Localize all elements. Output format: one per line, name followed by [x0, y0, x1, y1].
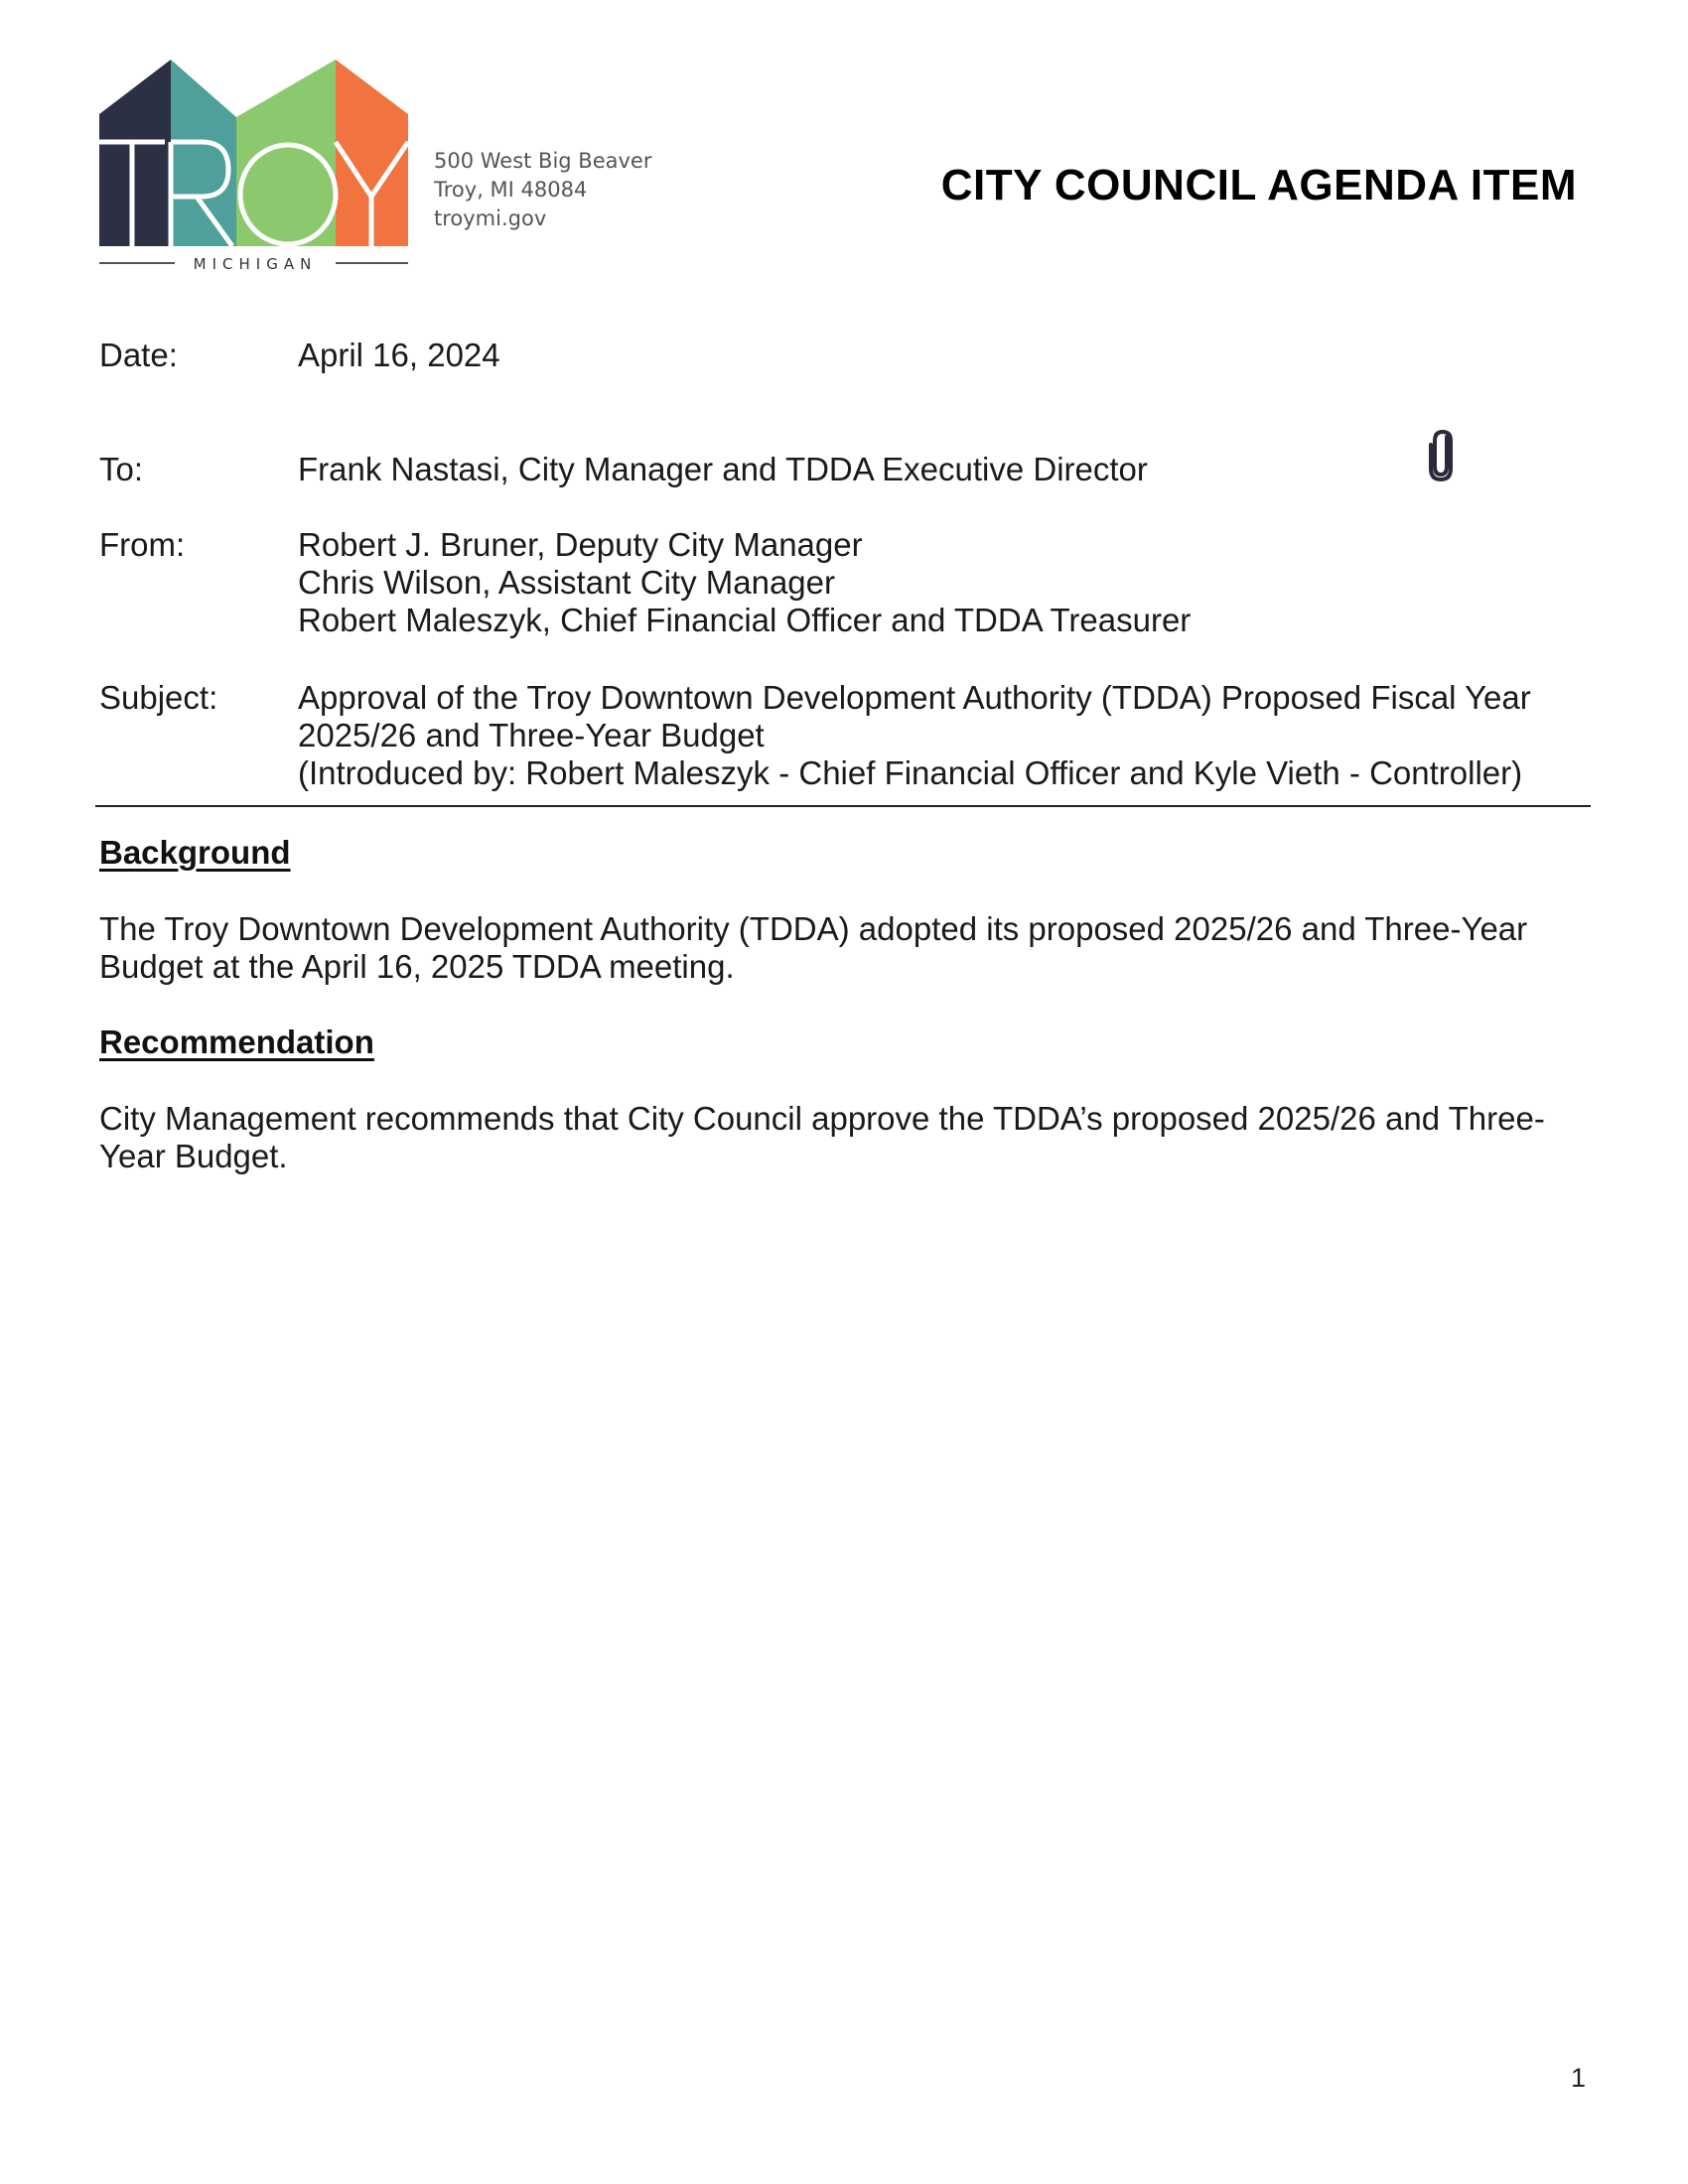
header-divider — [95, 805, 1591, 807]
page-title: CITY COUNCIL AGENDA ITEM — [940, 161, 1577, 209]
address-street: 500 West Big Beaver — [434, 149, 652, 173]
date-value: April 16, 2024 — [298, 337, 500, 373]
page-number: 1 — [1571, 2063, 1587, 2093]
paragraph-line: The Troy Downtown Development Authority (TDDA) adopted its proposed 2025/26 and Three-Year — [99, 910, 1528, 947]
recommendation-heading: Recommendation — [99, 1024, 374, 1060]
from-line: Robert Maleszyk, Chief Financial Officer and TDDA Treasurer — [298, 602, 1192, 638]
from-list — [298, 526, 1191, 639]
recommendation-paragraph — [99, 1100, 1545, 1175]
subject-line: (Introduced by: Robert Maleszyk - Chief Financial Officer and Kyle Vieth - Controller) — [298, 754, 1523, 791]
paperclip-icon[interactable] — [1426, 427, 1460, 482]
address-website: troymi.gov — [434, 206, 547, 230]
logo-state-text: MICHIGAN — [193, 255, 318, 271]
from-line: Robert J. Bruner, Deputy City Manager — [298, 526, 863, 563]
date-label: Date: — [99, 337, 178, 373]
subject-line: 2025/26 and Three-Year Budget — [298, 717, 765, 753]
subject-line: Approval of the Troy Downtown Development Authority (TDDA) Proposed Fiscal Year — [298, 679, 1531, 716]
subject-label: Subject: — [99, 679, 218, 716]
background-paragraph — [99, 910, 1527, 986]
paragraph-line: Budget at the April 16, 2025 TDDA meeting. — [99, 948, 735, 985]
address-city: Troy, MI 48084 — [434, 178, 588, 202]
to-label: To: — [99, 451, 144, 487]
from-label: From: — [99, 526, 186, 563]
to-value: Frank Nastasi, City Manager and TDDA Executive Director — [298, 451, 1148, 487]
background-heading: Background — [99, 834, 291, 871]
city-address — [434, 147, 652, 233]
troy-michigan-logo — [97, 58, 411, 271]
from-line: Chris Wilson, Assistant City Manager — [298, 564, 836, 601]
subject-text — [298, 679, 1531, 792]
paragraph-line: Year Budget. — [99, 1138, 288, 1174]
paragraph-line: City Management recommends that City Council approve the TDDA’s proposed 2025/26 and Three- — [99, 1100, 1545, 1137]
